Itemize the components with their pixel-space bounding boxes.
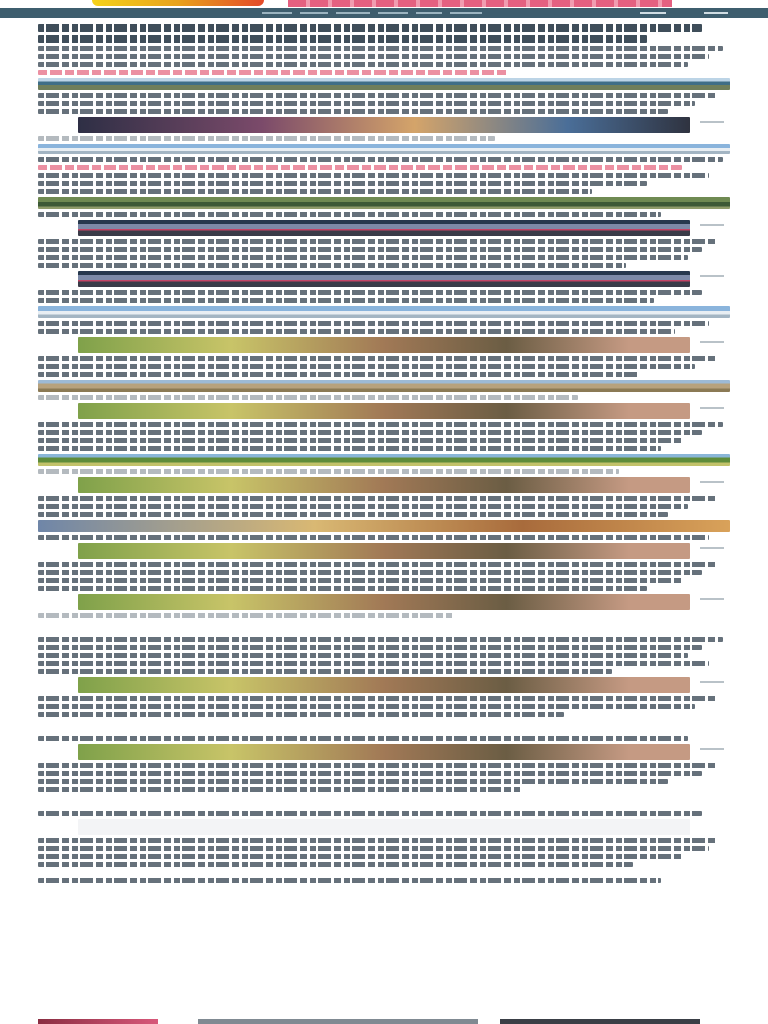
paragraph-text (38, 811, 702, 816)
inline-link[interactable] (38, 70, 509, 75)
paragraph-text (38, 298, 654, 303)
paragraph-text (38, 586, 647, 591)
footer-promo-button[interactable] (500, 1019, 700, 1024)
paragraph-text (38, 504, 688, 509)
paragraph-text (38, 181, 647, 186)
paragraph-text (38, 854, 682, 859)
paragraph-text (38, 653, 688, 658)
paragraph-text (38, 247, 702, 252)
advertisement-banner[interactable] (78, 117, 690, 133)
advertisement-banner[interactable] (78, 403, 690, 419)
paragraph-text (38, 263, 626, 268)
advertisement-banner[interactable] (78, 744, 690, 760)
nav-link[interactable] (262, 12, 292, 14)
main-navigation (0, 8, 768, 18)
dusk-photo (38, 520, 730, 532)
coast-photo (38, 306, 730, 318)
paragraph-text (38, 212, 661, 217)
article-title (38, 24, 702, 32)
close-icon[interactable] (700, 275, 724, 277)
paragraph-text (38, 438, 682, 443)
paragraph-text (38, 562, 716, 567)
image-caption (38, 136, 495, 141)
nav-link[interactable] (378, 12, 408, 14)
advertisement-placeholder[interactable] (78, 819, 690, 835)
paragraph-text (38, 290, 702, 295)
article-title-line (38, 35, 647, 43)
paragraph-text (38, 779, 668, 784)
nav-link[interactable] (450, 12, 482, 14)
paragraph-text (38, 878, 661, 883)
intro-text (38, 62, 688, 67)
site-logo[interactable] (92, 0, 264, 6)
paragraph-text (38, 661, 709, 666)
paragraph-text (38, 736, 688, 741)
paragraph-text (38, 704, 695, 709)
advertisement-banner[interactable] (78, 477, 690, 493)
lake-photo (38, 78, 730, 90)
paragraph-text (38, 787, 522, 792)
advertisement-banner[interactable] (78, 271, 690, 287)
close-icon[interactable] (700, 481, 724, 483)
paragraph-text (38, 430, 702, 435)
nav-link[interactable] (336, 12, 370, 14)
advertisement-banner[interactable] (78, 337, 690, 353)
intro-text (38, 54, 709, 59)
advertisement-banner[interactable] (78, 543, 690, 559)
paragraph-text (38, 570, 702, 575)
paragraph-text (38, 712, 564, 717)
nav-link[interactable] (300, 12, 328, 14)
forest-photo (38, 197, 730, 209)
paragraph-text (38, 846, 709, 851)
article-body (38, 20, 730, 1024)
paragraph-text (38, 578, 682, 583)
advertisement-banner[interactable] (78, 220, 690, 236)
paragraph-text (38, 93, 716, 98)
paragraph-text (38, 838, 716, 843)
footer-banner[interactable] (38, 1017, 730, 1024)
image-caption (38, 613, 453, 618)
close-icon[interactable] (700, 121, 724, 123)
sky-photo (38, 144, 730, 154)
paragraph-text (38, 637, 723, 642)
inline-link[interactable] (38, 165, 682, 170)
footer-promo-image[interactable] (38, 1019, 158, 1024)
paragraph-text (38, 512, 668, 517)
close-icon[interactable] (700, 407, 724, 409)
intro-text (38, 46, 723, 51)
paragraph-text (38, 109, 668, 114)
paragraph-text (38, 173, 709, 178)
paragraph-text (38, 535, 709, 540)
paragraph-text (38, 771, 702, 776)
paragraph-text (38, 496, 716, 501)
close-icon[interactable] (700, 598, 724, 600)
nav-link-right[interactable] (640, 12, 666, 14)
close-icon[interactable] (700, 341, 724, 343)
paragraph-text (38, 321, 709, 326)
paragraph-text (38, 372, 640, 377)
image-caption (38, 469, 619, 474)
close-icon[interactable] (700, 547, 724, 549)
paragraph-text (38, 157, 723, 162)
site-wordmark[interactable] (288, 0, 672, 7)
close-icon[interactable] (700, 748, 724, 750)
nav-link[interactable] (416, 12, 442, 14)
hills-photo (38, 380, 730, 392)
close-icon[interactable] (700, 224, 724, 226)
paragraph-text (38, 329, 675, 334)
paragraph-text (38, 422, 723, 427)
nav-link-right[interactable] (704, 12, 728, 14)
paragraph-text (38, 189, 592, 194)
advertisement-banner[interactable] (78, 677, 690, 693)
paragraph-text (38, 763, 716, 768)
advertisement-banner[interactable] (78, 594, 690, 610)
paragraph-text (38, 101, 695, 106)
close-icon[interactable] (700, 681, 724, 683)
paragraph-text (38, 356, 716, 361)
paragraph-text (38, 669, 612, 674)
paragraph-text (38, 364, 695, 369)
meadow-photo (38, 454, 730, 466)
image-caption (38, 395, 578, 400)
paragraph-text (38, 645, 702, 650)
paragraph-text (38, 862, 633, 867)
paragraph-text (38, 696, 716, 701)
paragraph-text (38, 446, 661, 451)
footer-promo-text[interactable] (198, 1019, 478, 1024)
paragraph-text (38, 255, 688, 260)
paragraph-text (38, 239, 716, 244)
